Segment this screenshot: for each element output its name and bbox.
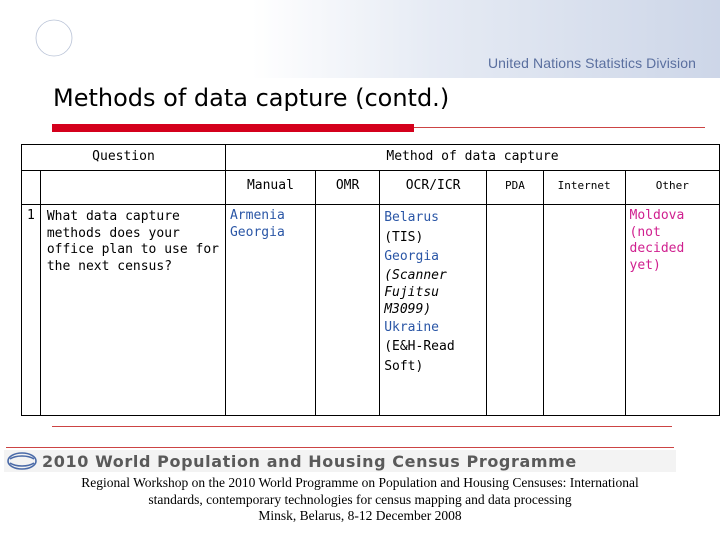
list-item: (TIS) [384, 229, 424, 245]
list-item: Armenia [229, 208, 285, 223]
header-method: Method of data capture [225, 145, 719, 171]
title-accent-bar [52, 124, 414, 132]
title-divider [414, 127, 705, 128]
banner-title: 2010 World Population and Housing Census Programme [42, 452, 577, 471]
subheader-blank [22, 171, 41, 205]
list-item: Georgia [384, 249, 439, 264]
footer-line-3: Minsk, Belarus, 8-12 December 2008 [258, 508, 462, 523]
footer-divider [6, 447, 674, 448]
question-text: What data capture methods does your office plan to use for the next census? [40, 205, 225, 416]
pda-cell [487, 205, 544, 416]
footer-line-1: Regional Workshop on the 2010 World Programme on Population and Housing Censuses: International [81, 475, 639, 490]
page-title: Methods of data capture (contd.) [53, 84, 450, 112]
method-internet: Internet [543, 171, 625, 205]
org-name: United Nations Statistics Division [487, 55, 696, 71]
omr-cell [315, 205, 379, 416]
header-question: Question [22, 145, 226, 171]
ocr-countries [380, 205, 487, 416]
method-other: Other [625, 171, 719, 205]
subheader-blank [40, 171, 225, 205]
list-item [384, 267, 482, 318]
list-item: Georgia [229, 224, 285, 240]
method-manual: Manual [225, 171, 315, 205]
footer-text [30, 475, 690, 525]
internet-cell [543, 205, 625, 416]
table-row [22, 205, 720, 416]
row-number: 1 [22, 205, 41, 416]
list-item: Belarus [384, 210, 439, 225]
footer-divider [52, 426, 672, 427]
other-text: Moldova (not decided yet) [625, 205, 719, 416]
un-emblem-icon [18, 8, 90, 70]
data-capture-table [21, 144, 720, 416]
list-item: (E&H-Read Soft) [384, 339, 455, 374]
method-ocr-icr: OCR/ICR [380, 171, 487, 205]
method-pda: PDA [487, 171, 544, 205]
footer-line-2: standards, contemporary technologies for census mapping and data processing [148, 491, 572, 507]
list-item: Ukraine [384, 319, 439, 335]
scanner-note: (Scanner Fujitsu M3099) [384, 267, 447, 317]
method-omr: OMR [315, 171, 379, 205]
manual-countries [225, 205, 315, 416]
